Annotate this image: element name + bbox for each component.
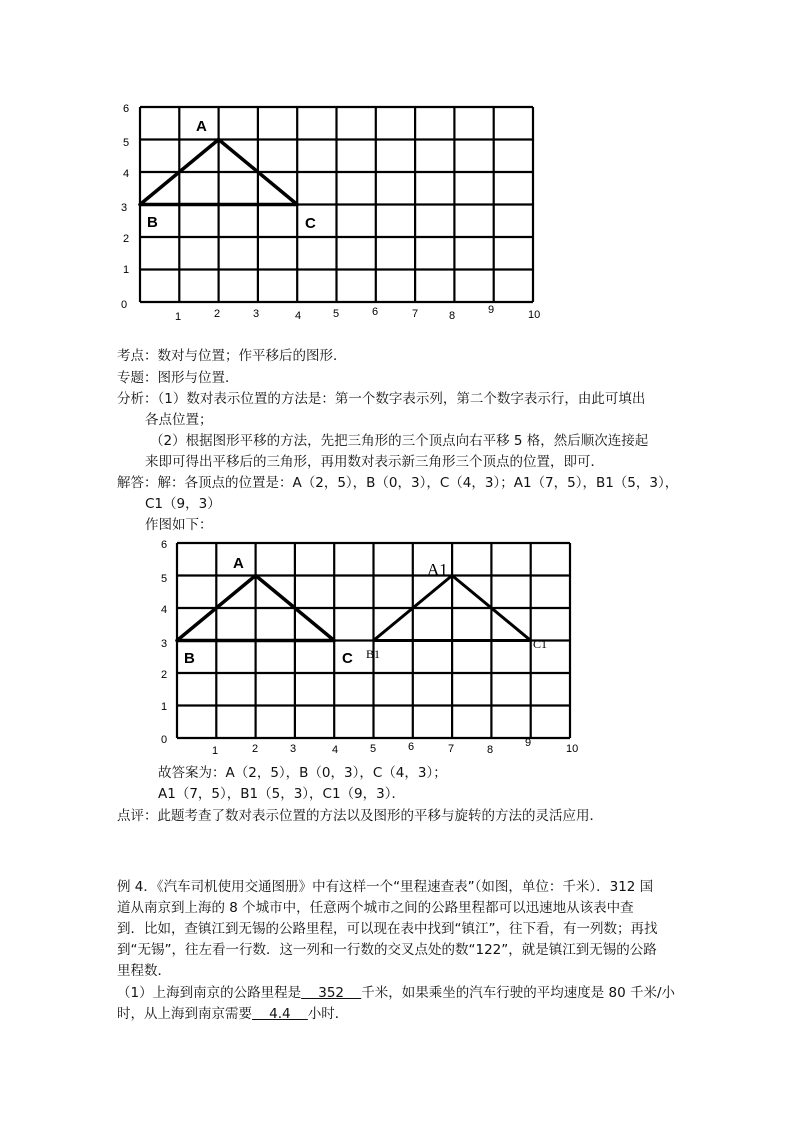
x-tick: 9: [488, 304, 495, 316]
question-text: 千米，如果乘坐的汽车行驶的平均速度是 80 千米/小: [361, 985, 676, 1001]
x-tick: 5: [333, 308, 340, 320]
vertex-label-a: A: [196, 118, 207, 135]
y-tick: 1: [161, 701, 168, 713]
x-tick: 2: [214, 308, 221, 320]
vertex-label-b1: B1: [366, 647, 381, 661]
x-tick: 10: [566, 743, 579, 755]
y-tick: 6: [123, 103, 130, 115]
example4-line-3: 到．比如，查镇江到无锡的公路里程，可以现在表中找到“镇江”，往下看，有一列数；再找: [117, 921, 658, 937]
y-tick: 2: [123, 233, 130, 245]
vertex-label-c: C: [305, 215, 316, 232]
y-tick: 0: [121, 299, 128, 311]
answer-blank-distance: 352: [301, 985, 362, 1001]
vertex-label-b: B: [147, 214, 158, 231]
x-tick: 1: [212, 745, 219, 757]
y-tick: 5: [123, 137, 130, 149]
example4-line-4: 到“无锡”，往左看一行数．这一列和一行数的交叉点处的数“122”，就是镇江到无锡的公路: [117, 942, 657, 958]
fenxi-line-1b: 各点位置；: [145, 412, 213, 428]
y-tick: 4: [161, 604, 168, 616]
x-tick: 8: [487, 744, 494, 756]
vertex-label-c1: C1: [533, 637, 548, 651]
x-tick: 1: [175, 311, 182, 323]
jieda-line-1b: C1（9，3）: [145, 496, 221, 512]
x-tick: 8: [449, 310, 456, 322]
question-text: 时，从上海到南京需要: [117, 1006, 252, 1022]
vertex-label-c: C: [342, 650, 353, 667]
y-tick: 0: [161, 734, 168, 746]
example4-question-1-cont: [117, 1004, 348, 1024]
example4-line-1: 例 4．《汽车司机使用交通图册》中有这样一个“里程速查表”（如图，单位：千米）．312 国: [117, 879, 654, 895]
x-tick: 3: [253, 308, 260, 320]
fenxi-line-2: （2）根据图形平移的方法，先把三角形的三个顶点向右平移 5 格，然后顺次连接起: [150, 433, 649, 449]
vertex-label-b: B: [184, 650, 195, 667]
question-text: （1）上海到南京的公路里程是: [117, 985, 302, 1001]
x-tick: 4: [295, 310, 302, 322]
y-tick: 1: [123, 264, 130, 276]
x-tick: 7: [448, 743, 455, 755]
zhuanti-line: 专题：图形与位置．: [117, 370, 239, 386]
vertex-label-a: A: [233, 555, 244, 572]
fenxi-line-2b: 来即可得出平移后的三角形，再用数对表示新三角形三个顶点的位置，即可．: [145, 454, 604, 470]
x-axis-ticks: [212, 737, 578, 757]
dianping-line: 点评：此题考查了数对表示位置的方法以及图形的平移与旋转的方法的灵活应用．: [117, 808, 603, 824]
y-axis-ticks: [161, 539, 167, 746]
x-tick: 3: [290, 743, 297, 755]
example4-line-5: 里程数．: [117, 963, 171, 979]
x-tick: 10: [528, 309, 541, 321]
y-tick: 3: [161, 638, 168, 650]
x-tick: 5: [370, 743, 377, 755]
answer-line-1: 故答案为：A（2，5），B（0，3），C（4，3）；: [158, 765, 447, 781]
x-tick: 4: [332, 744, 339, 756]
question-text: 小时．: [307, 1006, 349, 1022]
x-tick: 2: [252, 743, 259, 755]
x-tick: 6: [372, 306, 379, 318]
x-tick: 7: [412, 308, 419, 320]
y-tick: 4: [123, 168, 130, 180]
jieda-line-1: 解答：解：各顶点的位置是：A（2，5），B（0，3），C（4，3）；A1（7，5），B1（5，3），: [117, 475, 679, 491]
y-tick: 6: [161, 539, 168, 551]
y-tick: 5: [161, 573, 168, 585]
y-tick: 2: [161, 669, 168, 681]
example4-line-2: 道从南京到上海的 8 个城市中，任意两个城市之间的公路里程都可以迅速地从该表中查: [117, 900, 634, 916]
answer-blank-time: 4.4: [252, 1006, 308, 1022]
zuotu-line: 作图如下：: [145, 517, 213, 533]
kaodian-line: 考点：数对与位置；作平移后的图形．: [117, 348, 347, 364]
fenxi-line-1: 分析：（1）数对表示位置的方法是：第一个数字表示列，第二个数字表示行，由此可填出: [117, 391, 646, 407]
answer-line-2: A1（7，5），B1（5，3），C1（9，3）．: [158, 786, 405, 802]
x-tick: 6: [408, 741, 415, 753]
x-tick: 9: [525, 737, 532, 749]
vertex-label-a1: A1: [427, 560, 448, 579]
example4-question-1: [117, 983, 675, 1003]
y-tick: 3: [121, 202, 128, 214]
